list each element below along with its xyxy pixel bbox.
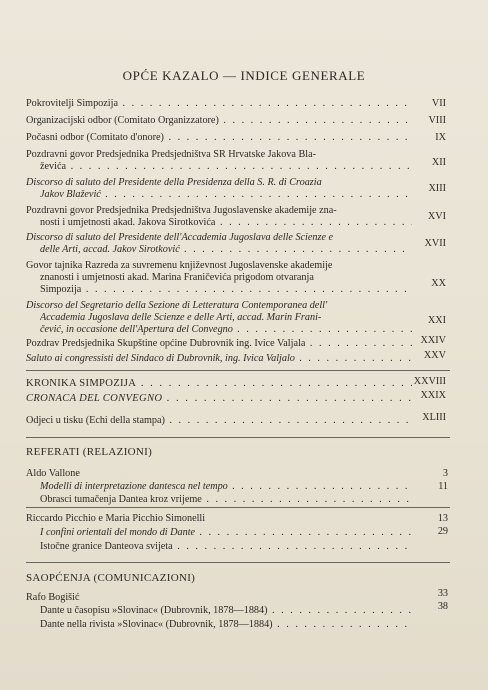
toc-entry-discorso-blazevic: Discorso di saluto del Presidente della Presidenza della S. R. di Croazia [26,177,322,188]
toc-entry-continuation: Jakov Blažević . . . [40,189,412,201]
toc-page-number: XXIV [420,335,446,346]
toc-entry-continuation: Accademia Jugoslava delle Scienze e delle Arti, accad. Marin Frani- [40,312,322,323]
toc-page-number: XXIX [420,390,446,401]
toc-entry-continuation: ževića . . . [40,161,412,173]
toc-page-number: XII [431,157,446,168]
toc-page-number: IX [435,132,446,143]
toc-page-number: 33 [437,588,448,599]
toc-entry-work: Dante u časopisu »Slovinac« (Dubrovnik, 1878—1884) . . . [40,605,412,617]
toc-page-number: XIII [428,183,446,194]
toc-page-number: VII [431,98,446,109]
toc-page-number: XXVIII [413,376,446,387]
toc-page-number: VIII [428,115,446,126]
section-divider [26,370,450,371]
toc-entry-govor-tajnika: Govor tajnika Razreda za suvremenu književnost Jugoslavenske akademije [26,260,333,271]
section-divider [26,437,450,438]
toc-entry-pozdravni-govor-blazevic: Pozdravni govor Predsjednika Predsjedništva SR Hrvatske Jakova Bla- [26,149,317,160]
toc-entry-work: I confini orientali del mondo di Dante . . . [40,527,412,539]
toc-page-number: XXI [427,315,446,326]
toc-page-number: XLIII [422,412,446,423]
toc-entry-organizacijski-odbor [26,115,412,127]
author-name: Rafo Bogišić [26,592,80,603]
toc-entry-discorso-sirotkovic: Discorso di saluto del Presidente dell'Accademia Jugoslava delle Scienze e [26,232,334,243]
toc-entry-pocasni-odbor: Počasni odbor (Comitato d'onore) . . . [26,132,412,144]
toc-entry-work: Obrasci tumačenja Dantea kroz vrijeme . . . [40,494,412,506]
toc-page-number: XVI [427,211,446,222]
toc-page-number: 11 [438,481,448,492]
toc-entry-kronika: KRONIKA SIMPOZIJA . . . [26,378,412,390]
toc-entry-pozdravni-govor-sirotkovic: Pozdravni govor Predsjednika Predsjedništva Jugoslavenske akademije zna- [26,205,337,216]
toc-entry-continuation: nosti i umjetnosti akad. Jakova Sirotkovića . . . [40,217,412,229]
toc-entry-work: Modelli di interpretazione dantesca nel tempo . . . [40,481,412,493]
page-title: OPĆE KAZALO — INDICE GENERALE [122,68,366,83]
section-heading-saopcenja: SAOPĆENJA (COMUNICAZIONI) [26,572,196,584]
toc-entry-odjeci: Odjeci u tisku (Echi della stampa) . . . [26,415,412,427]
toc-entry-continuation: delle Arti, accad. Jakov Sirotković . . . [40,244,412,256]
toc-entry-work: Istočne granice Danteova svijeta . . . [40,541,412,553]
toc-entry-cronaca: CRONACA DEL CONVEGNO . . . [26,393,412,405]
section-divider [26,562,450,563]
toc-entry-saluto-valjalo: Saluto ai congressisti del Sindaco di Dubrovnik, ing. Ivica Valjalo . . . [26,353,412,365]
toc-entry-label: Organizacijski odbor (Comitato Organizzatore) [26,115,219,126]
toc-entry-pokrovitelji: Pokrovitelji Simpozija . . . [26,98,412,110]
toc-page-number: 29 [437,526,448,537]
toc-page-number: XX [431,278,446,289]
toc-entry-pozdrav-valjala: Pozdrav Predsjednika Skupštine općine Dubrovnik ing. Ivice Valjala . . . [26,338,412,350]
toc-entry-continuation: čević, in occasione dell'Apertura del Convegno . . . [40,324,412,336]
author-name: Riccardo Picchio e Maria Picchio Simonelli [26,513,206,524]
section-divider [26,507,450,508]
toc-entry-continuation: Simpozija . . . [40,284,412,296]
toc-page-number: XXV [423,350,446,361]
author-name: Aldo Vallone [26,468,80,479]
toc-page-number: XVII [424,238,446,249]
section-heading-referati: REFERATI (RELAZIONI) [26,446,153,458]
toc-entry-continuation: znanosti i umjetnosti akad. Marina Franičevića prigodom otvaranja [40,272,314,283]
toc-page-number: 38 [437,601,448,612]
toc-entry-discorso-segretario: Discorso del Segretario della Sezione di Letteratura Contemporanea dell' [26,300,328,311]
toc-entry-work: Dante nella rivista »Slovinac« (Dubrovnik, 1878—1884) . . . [40,619,412,631]
toc-page-number: 13 [437,513,448,524]
toc-page-number: 3 [442,468,448,479]
